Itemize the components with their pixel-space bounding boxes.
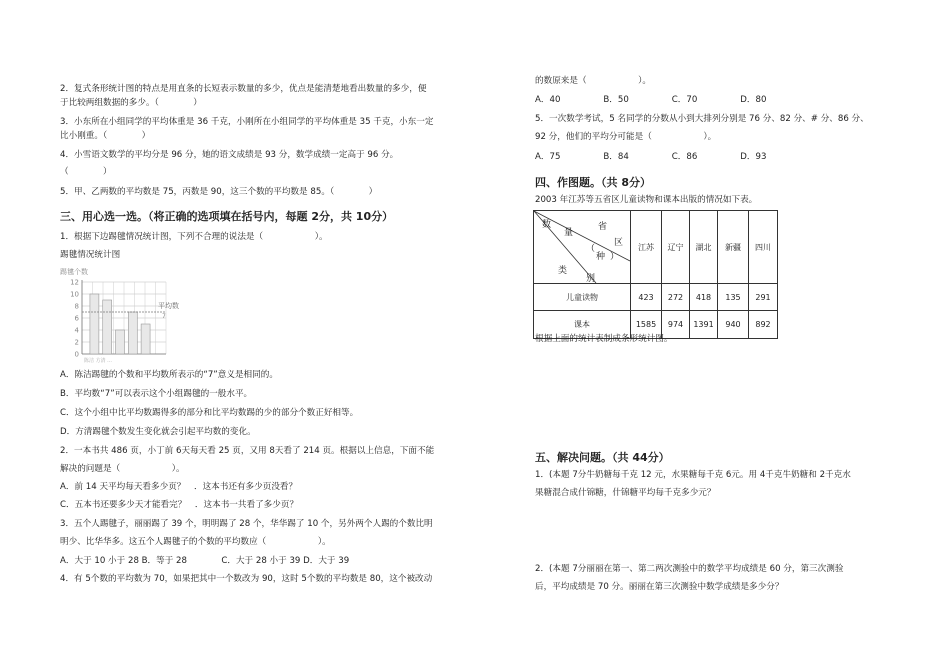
- y-tick-label: 10: [70, 290, 79, 299]
- q1-option-a: A．陈洁踢毽的个数和平均数所表示的“7”意义是相同的。: [60, 370, 278, 380]
- y-tick-label: 8: [74, 302, 79, 311]
- choice-q4-options: A．40 B．50 C．70 D．80: [535, 95, 767, 105]
- row-label: 儿童读物: [534, 284, 631, 311]
- judge-q5: 5．甲、乙两数的平均数是 75，丙数是 90，这三个数的平均数是 85。（ ）: [60, 187, 378, 197]
- average-value-label: 7: [162, 313, 166, 320]
- section-5-title: 五、解决问题。（共 44分）: [535, 451, 670, 464]
- bar: [141, 324, 150, 354]
- y-tick-label: 2: [74, 338, 79, 347]
- choice-q2-line1: 2．一本书共 486 页，小丁前 6天每天看 25 页，又用 8天看了 214 页。根据以上信息，下面不能: [60, 446, 435, 456]
- choice-q5-options: A．75 B．84 C．86 D．93: [535, 152, 767, 162]
- choice-q5-line1: 5．一次数学考试，5 名同学的分数从小到大排列分别是 76 分、82 分、# 分、86 分、: [535, 114, 869, 124]
- judge-q3-line1: 3．小东所在小组同学的平均体重是 36 千克，小刚所在小组同学的平均体重是 35 千克，小东一定: [60, 117, 434, 127]
- corner-label-2: 量: [564, 228, 574, 238]
- corner-label-4: 区: [614, 238, 624, 248]
- corner-label-9: 别: [586, 274, 596, 284]
- choice-q4-line1: 4．有 5个数的平均数为 70，如果把其中一个数改为 90，这时 5个数的平均数是 80，这个被改动: [60, 574, 433, 584]
- judge-q4-line2: （ ）: [60, 167, 112, 177]
- judge-q2-line2: 于比较两组数据的多少。（ ）: [60, 98, 202, 108]
- solve-q1-line2: 果糖混合成什锦糖，什锦糖平均每千克多少元？: [535, 488, 716, 498]
- col-header: 辽宁: [662, 211, 690, 284]
- row-label: 课本: [534, 311, 631, 339]
- judge-q3-line2: 比小刚重。（ ）: [60, 131, 151, 141]
- corner-label-5: （: [586, 244, 596, 254]
- corner-label-6: 种: [596, 252, 606, 262]
- kick-shuttlecock-chart: [60, 266, 180, 366]
- choice-q3-line2: 明少、比华华多。这五个人踢毽子的个数的平均数应（ ）。: [60, 537, 331, 547]
- x-axis-label: 陈洁 方清 ...: [84, 358, 112, 364]
- table-cell: 291: [749, 284, 778, 311]
- solve-q2-line2: 后，平均成绩是 70 分。丽丽在第三次测验中数学成绩是多少分？: [535, 582, 784, 592]
- table-cell: 272: [662, 284, 690, 311]
- col-header: 江苏: [631, 211, 662, 284]
- bar: [90, 294, 99, 354]
- choice-q5-line2: 92 分，他们的平均分可能是（ ）。: [535, 132, 717, 142]
- table-cell: 940: [718, 311, 749, 339]
- solve-q2-line1: 2．(本题 7分丽丽在第一、第二两次测验中的数学平均成绩是 60 分，第三次测验: [535, 564, 844, 574]
- table-cell: 974: [662, 311, 690, 339]
- table-cell: 135: [718, 284, 749, 311]
- y-tick-label: 12: [70, 278, 79, 287]
- y-tick-label: 6: [74, 314, 79, 323]
- corner-label-1: 数: [542, 220, 552, 230]
- bar: [128, 312, 137, 354]
- section-4-title: 四、作图题。（共 8分）: [535, 176, 651, 189]
- q1-option-c: C．这个小组中比平均数踢得多的部分和比平均数踢的少的部分个数正好相等。: [60, 408, 359, 418]
- table-cell: 1585: [631, 311, 662, 339]
- table-corner-cell: [534, 211, 631, 284]
- table-row: [534, 284, 778, 311]
- corner-label-3: 省: [598, 222, 608, 232]
- table-cell: 423: [631, 284, 662, 311]
- section-3-title: 三、用心选一选。（将正确的选项填在括号内，每题 2分，共 10分）: [60, 210, 394, 223]
- table-cell: 1391: [690, 311, 718, 339]
- table-cell: 892: [749, 311, 778, 339]
- bar: [116, 330, 125, 354]
- y-tick-label: 0: [74, 350, 79, 359]
- average-label: 平均数: [158, 302, 179, 310]
- table-intro: 2003 年江苏等五省区儿童读物和课本出版的情况如下表。: [535, 195, 758, 205]
- corner-label-7: ）: [610, 252, 620, 262]
- choice-q3-options: A．大于 10 小于 28 B．等于 28 C．大于 28 小于 39 D．大于 39: [60, 556, 350, 566]
- bar: [103, 300, 112, 354]
- q1-option-d: D．方清踢毽个数发生变化就会引起平均数的变化。: [60, 427, 256, 437]
- table-instruction: 根据上面的统计表制成条形统计图。: [535, 334, 673, 344]
- choice-q2-line2: 解决的问题是（ ）。: [60, 464, 185, 474]
- q1-option-b: B．平均数“7”可以表示这个小组踢毽的一般水平。: [60, 389, 253, 399]
- col-header: 湖北: [690, 211, 718, 284]
- y-axis-title: 踢毽个数: [60, 268, 88, 276]
- y-tick-label: 4: [74, 326, 79, 335]
- judge-q2-line1: 2．复式条形统计图的特点是用直条的长短表示数量的多少，优点是能清楚地看出数量的多少，便: [60, 84, 427, 94]
- choice-q2-options-cd: C．五本书还要多少天才能看完？ ．这本书一共看了多少页？: [60, 500, 299, 510]
- chart-caption: 踢毽情况统计图: [60, 250, 121, 260]
- col-header: 新疆: [718, 211, 749, 284]
- table-cell: 418: [690, 284, 718, 311]
- judge-q4-line1: 4．小雪语文数学的平均分是 96 分，她的语文成绩是 93 分，数学成绩一定高于 96 分。: [60, 150, 399, 160]
- choice-q2-options-ab: A．前 14 天平均每天看多少页？ ．这本书还有多少页没看？: [60, 482, 298, 492]
- col-header: 四川: [749, 211, 778, 284]
- publication-table: [533, 210, 778, 339]
- choice-q4-line2: 的数原来是（ ）。: [535, 76, 652, 86]
- choice-q3-line1: 3．五个人踢毽子，丽丽踢了 39 个，明明踢了 28 个，华华踢了 10 个，另外两个人踢的个数比明: [60, 519, 433, 529]
- solve-q1-line1: 1．(本题 7分牛奶糖每千克 12 元，水果糖每千克 6元。用 4千克牛奶糖和 2千克水: [535, 470, 851, 480]
- corner-label-8: 类: [558, 266, 568, 276]
- choice-q1: 1．根据下边踢毽情况统计图，下列不合理的说法是（ ）。: [60, 232, 328, 242]
